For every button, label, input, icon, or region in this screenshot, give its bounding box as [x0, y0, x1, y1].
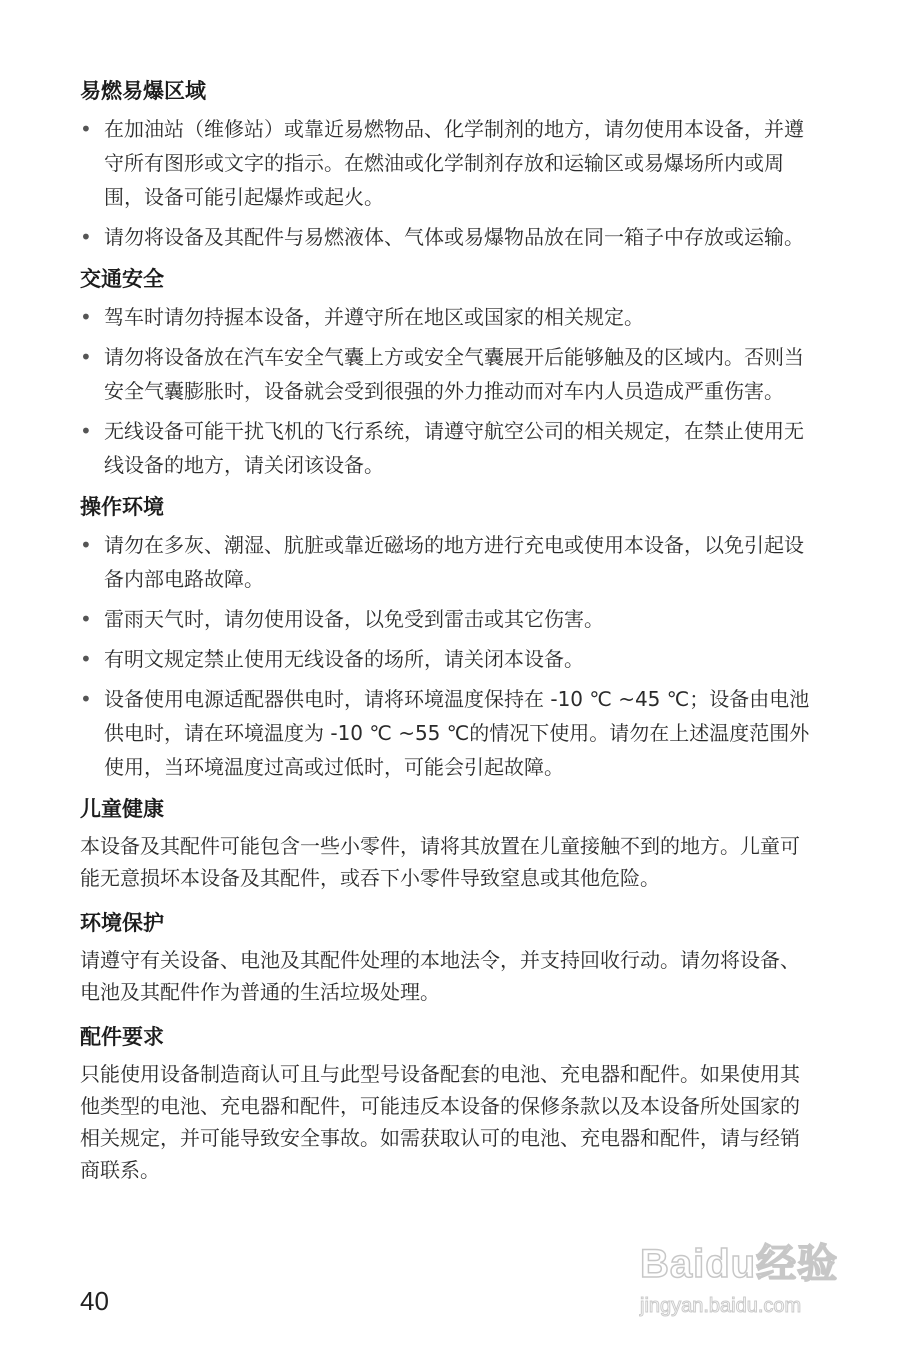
bullet-item: • 设备使用电源适配器供电时，请将环境温度保持在 -10 ℃ ~45 ℃；设备由电池供电时，请在环境温度为 -10 ℃ ~55 ℃的情况下使用。请勿在上述温度范围外使用，当环境温度过高或过低时，可能会引起故障。 [80, 682, 816, 784]
section-title: 易燃易爆区域 [80, 79, 206, 103]
bullet-item: • 在加油站（维修站）或靠近易燃物品、化学制剂的地方，请勿使用本设备，并遵守所有图形或文字的指示。在燃油或化学制剂存放和运输区或易爆场所内或周围，设备可能引起爆炸或起火。 [80, 112, 816, 214]
bullet-item: • 请勿将设备及其配件与易燃液体、气体或易爆物品放在同一箱子中存放或运输。 [80, 220, 816, 254]
section-accessory-requirements [80, 1022, 816, 1186]
section-title: 交通安全 [80, 267, 164, 291]
section-traffic-safety [80, 264, 816, 482]
section-title: 操作环境 [80, 495, 164, 519]
bullet-item: • 请勿将设备放在汽车安全气囊上方或安全气囊展开后能够触及的区域内。否则当安全气囊膨胀时，设备就会受到很强的外力推动而对车内人员造成严重伤害。 [80, 340, 816, 408]
bullet-list [80, 528, 816, 784]
bullet-list [80, 112, 816, 254]
page-number: 40 [80, 1286, 109, 1316]
document-page [80, 76, 816, 1200]
bullet-item: • 有明文规定禁止使用无线设备的场所，请关闭本设备。 [80, 642, 816, 676]
bullet-list [80, 300, 816, 482]
section-flammable [80, 76, 816, 254]
section-child-health [80, 794, 816, 894]
section-paragraph: 请遵守有关设备、电池及其配件处理的本地法令，并支持回收行动。请勿将设备、电池及其配件作为普通的生活垃圾处理。 [80, 948, 800, 1004]
bullet-item: • 无线设备可能干扰飞机的飞行系统，请遵守航空公司的相关规定，在禁止使用无线设备的地方，请关闭该设备。 [80, 414, 816, 482]
watermark-url: jingyan.baidu.com [640, 1295, 802, 1317]
section-title: 儿童健康 [80, 797, 164, 821]
section-paragraph: 只能使用设备制造商认可且与此型号设备配套的电池、充电器和配件。如果使用其他类型的电池、充电器和配件，可能违反本设备的保修条款以及本设备所处国家的相关规定，并可能导致安全事故。如需获取认可的电池、充电器和配件，请与经销商联系。 [80, 1062, 800, 1182]
baidu-watermark [640, 1232, 876, 1342]
section-title: 环境保护 [80, 911, 164, 935]
bullet-item: • 驾车时请勿持握本设备，并遵守所在地区或国家的相关规定。 [80, 300, 816, 334]
bullet-item: • 请勿在多灰、潮湿、肮脏或靠近磁场的地方进行充电或使用本设备，以免引起设备内部电路故障。 [80, 528, 816, 596]
section-title: 配件要求 [80, 1025, 164, 1049]
watermark-logo: Baidu经验 [640, 1242, 839, 1286]
section-environment-protection [80, 908, 816, 1008]
bullet-item: • 雷雨天气时，请勿使用设备，以免受到雷击或其它伤害。 [80, 602, 816, 636]
section-operating-environment [80, 492, 816, 784]
section-paragraph: 本设备及其配件可能包含一些小零件，请将其放置在儿童接触不到的地方。儿童可能无意损坏本设备及其配件，或吞下小零件导致窒息或其他危险。 [80, 834, 800, 890]
